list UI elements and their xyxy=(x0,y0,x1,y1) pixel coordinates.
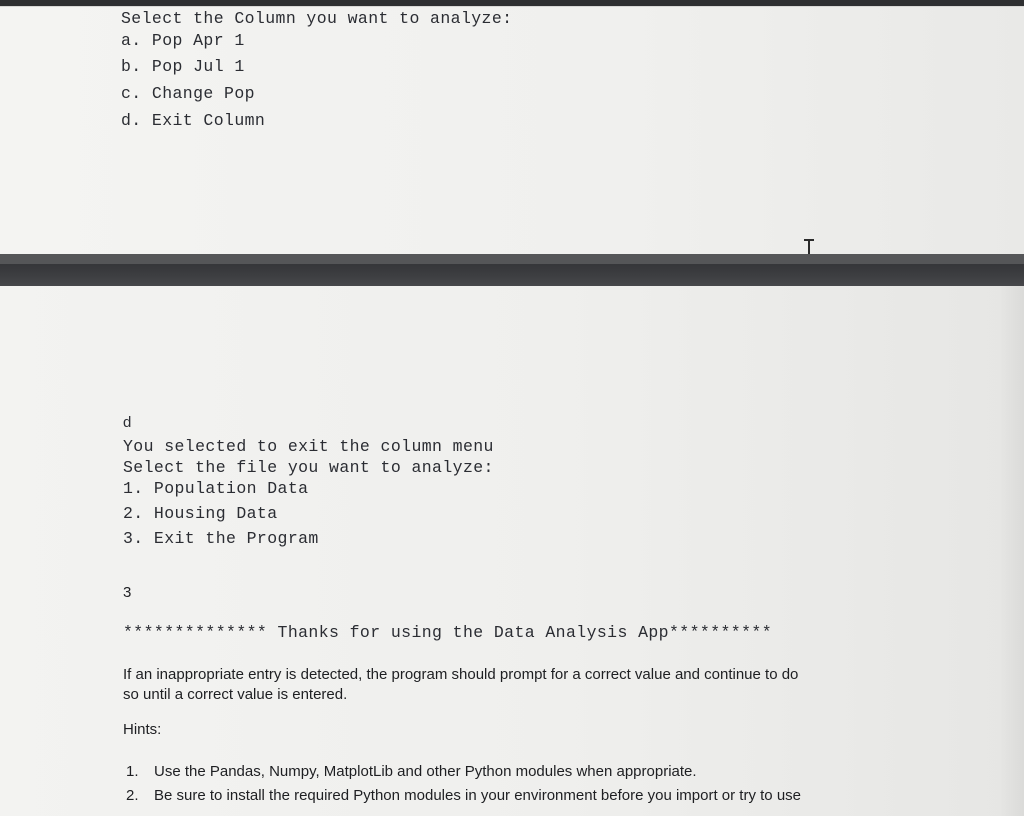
column-option-c: c. Change Pop xyxy=(121,84,255,103)
hint-number-2: 2. xyxy=(126,787,139,804)
panel-divider xyxy=(0,254,1024,286)
file-option-1: 1. Population Data xyxy=(123,479,309,498)
screen-edge-shadow xyxy=(998,286,1024,816)
hint-text-2: Be sure to install the required Python modules in your environment before you import or try to use xyxy=(154,787,801,804)
text-cursor-icon xyxy=(804,239,814,255)
file-option-3: 3. Exit the Program xyxy=(123,529,319,548)
farewell-banner: ************** Thanks for using the Data Analysis App********** xyxy=(123,623,773,642)
console-panel-top xyxy=(0,6,1024,255)
console-panel-bottom xyxy=(0,286,1024,816)
instructions-line-2: so until a correct value is entered. xyxy=(123,686,348,703)
file-menu-prompt: Select the file you want to analyze: xyxy=(123,458,494,477)
hint-number-1: 1. xyxy=(126,763,139,780)
user-input-3: 3 xyxy=(123,584,132,601)
column-option-b: b. Pop Jul 1 xyxy=(121,57,245,76)
column-option-a: a. Pop Apr 1 xyxy=(121,31,245,50)
exit-column-message: You selected to exit the column menu xyxy=(123,437,494,456)
column-menu-prompt: Select the Column you want to analyze: xyxy=(121,9,513,28)
hint-text-1: Use the Pandas, Numpy, MatplotLib and other Python modules when appropriate. xyxy=(154,763,697,780)
instructions-line-1: If an inappropriate entry is detected, the program should prompt for a correct value and continue to do xyxy=(123,666,799,683)
hints-heading: Hints: xyxy=(123,721,162,738)
user-input-d: d xyxy=(123,414,132,431)
column-option-d: d. Exit Column xyxy=(121,111,266,130)
file-option-2: 2. Housing Data xyxy=(123,504,278,523)
